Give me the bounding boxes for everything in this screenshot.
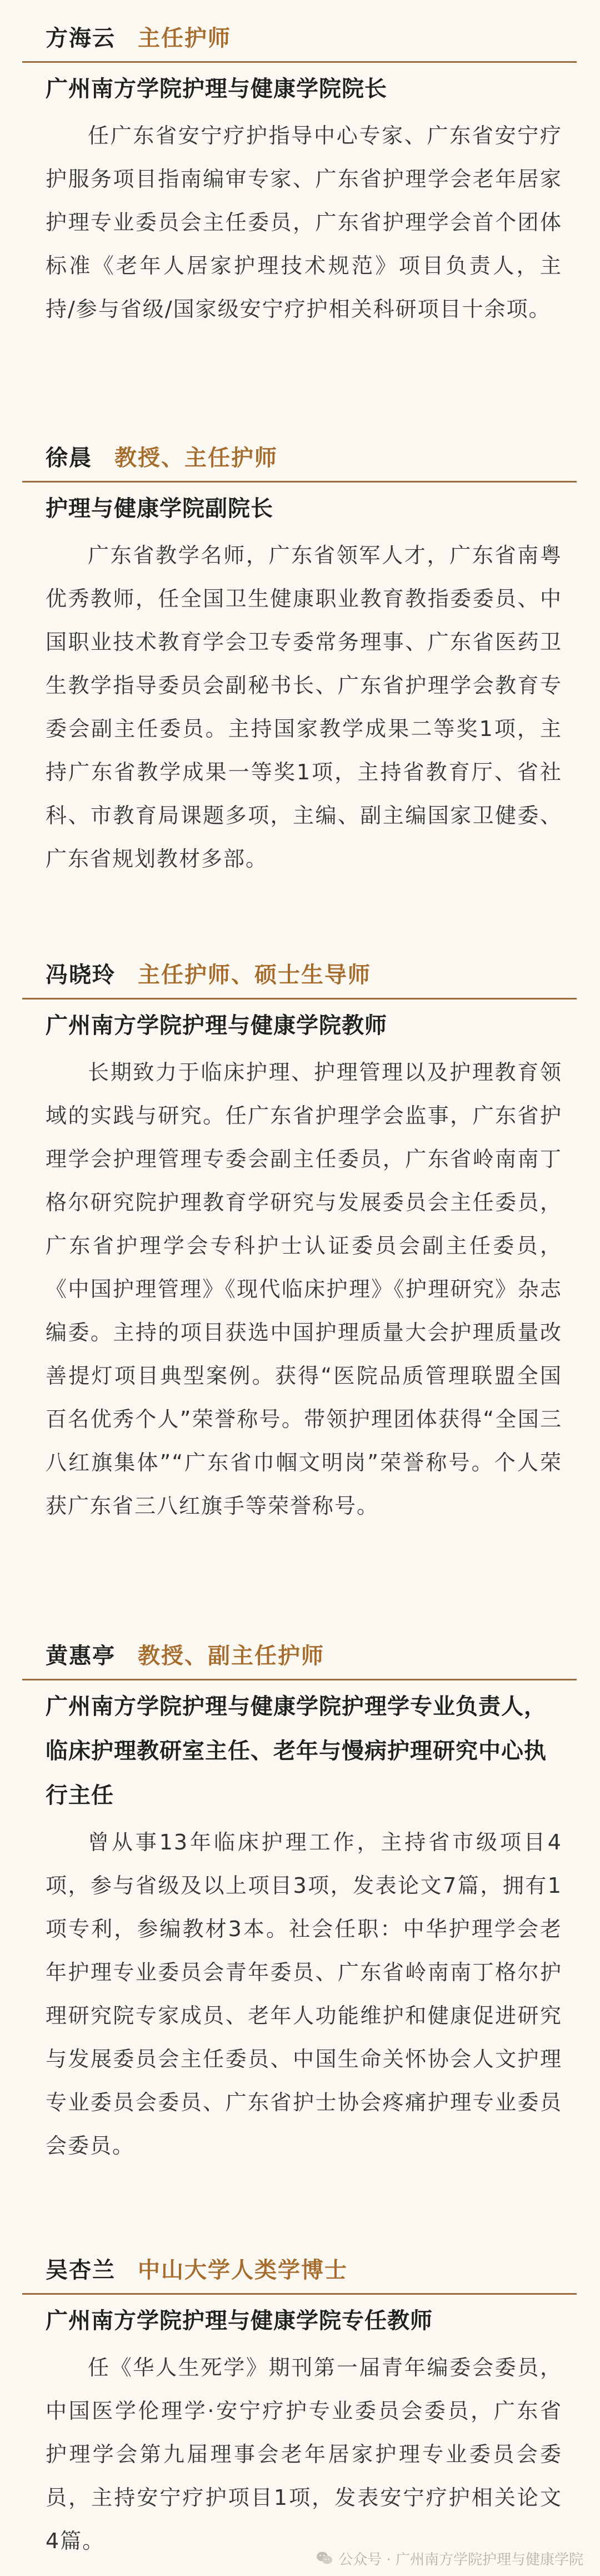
person-title: 中山大学人类学博士 bbox=[138, 2257, 348, 2283]
person-title: 主任护师 bbox=[138, 25, 231, 51]
person-name: 徐晨 bbox=[46, 445, 92, 471]
name-row bbox=[46, 17, 231, 56]
wechat-icon bbox=[316, 2550, 333, 2567]
divider-line bbox=[22, 61, 577, 63]
divider-line bbox=[22, 1679, 577, 1680]
name-row bbox=[46, 1634, 324, 1673]
name-row bbox=[46, 2249, 348, 2287]
divider-line bbox=[22, 481, 577, 483]
divider-line bbox=[22, 2293, 577, 2295]
person-title: 教授、主任护师 bbox=[114, 445, 278, 471]
name-row bbox=[46, 436, 278, 475]
person-name: 方海云 bbox=[46, 25, 116, 51]
person-name: 黄惠亭 bbox=[46, 1643, 116, 1669]
person-position: 广州南方学院护理与健康学院护理学专业负责人，临床护理教研室主任、老年与慢病护理研究中心执行主任 bbox=[46, 1694, 547, 1808]
person-bio: 广东省教学名师，广东省领军人才，广东省南粤优秀教师，任全国卫生健康职业教育教指委委员、中国职业技术教育学会卫专委常务理事、广东省医药卫生教学指导委员会副秘书长、广东省护理学会教育专委会副主任委员。主持国家教学成果二等奖1项，主持广东省教学成果一等奖1项，主持省教育厅、省社科、市教育局课题多项，主编、副主编国家卫健委、广东省规划教材多部。 bbox=[46, 543, 562, 871]
person-bio: 任《华人生死学》期刊第一届青年编委会委员，中国医学伦理学·安宁疗护专业委员会委员，广东省护理学会第九届理事会老年居家护理专业委员会委员，主持安宁疗护项目1项，发表安宁疗护相关论文4篇。 bbox=[46, 2355, 562, 2553]
divider-line bbox=[22, 998, 577, 999]
watermark-text: 公众号 · 广州南方学院护理与健康学院 bbox=[338, 2551, 583, 2568]
person-bio: 任广东省安宁疗护指导中心专家、广东省安宁疗护服务项目指南编审专家、广东省护理学会老年居家护理专业委员会主任委员，广东省护理学会首个团体标准《老年人居家护理技术规范》项目负责人，主持/参与省级/国家级安宁疗护相关科研项目十余项。 bbox=[46, 123, 562, 321]
person-title: 主任护师、硕士生导师 bbox=[138, 962, 371, 988]
person-name: 冯晓玲 bbox=[46, 962, 116, 988]
person-position: 广州南方学院护理与健康学院院长 bbox=[46, 76, 387, 102]
person-position: 护理与健康学院副院长 bbox=[46, 496, 273, 521]
person-bio: 长期致力于临床护理、护理管理以及护理教育领域的实践与研究。任广东省护理学会监事，广东省护理学会护理管理专委会副主任委员，广东省岭南南丁格尔研究院护理教育学研究与发展委员会主任委员，广东省护理学会专科护士认证委员会副主任委员，《中国护理管理》《现代临床护理》《护理研究》杂志编委。主持的项目获选中国护理质量大会护理质量改善提灯项目典型案例。获得“医院品质管理联盟全国百名优秀个人”荣誉称号。带领护理团体获得“全国三八红旗集体”“广东省巾帼文明岗”荣誉称号。个人荣获广东省三八红旗手等荣誉称号。 bbox=[46, 1060, 562, 1518]
watermark bbox=[316, 2547, 583, 2569]
person-position: 广州南方学院护理与健康学院专任教师 bbox=[46, 2308, 433, 2334]
person-name: 吴杏兰 bbox=[46, 2257, 116, 2283]
person-title: 教授、副主任护师 bbox=[138, 1643, 324, 1669]
person-bio: 曾从事13年临床护理工作，主持省市级项目4项，参与省级及以上项目3项，发表论文7篇，拥有1项专利，参编教材3本。社会任职：中华护理学会老年护理专业委员会青年委员、广东省岭南南丁格尔护理研究院专家成员、老年人功能维护和健康促进研究与发展委员会主任委员、中国生命关怀协会人文护理专业委员会委员、广东省护士协会疼痛护理专业委员会委员。 bbox=[46, 1830, 562, 2158]
person-position: 广州南方学院护理与健康学院教师 bbox=[46, 1013, 387, 1038]
name-row bbox=[46, 953, 371, 992]
